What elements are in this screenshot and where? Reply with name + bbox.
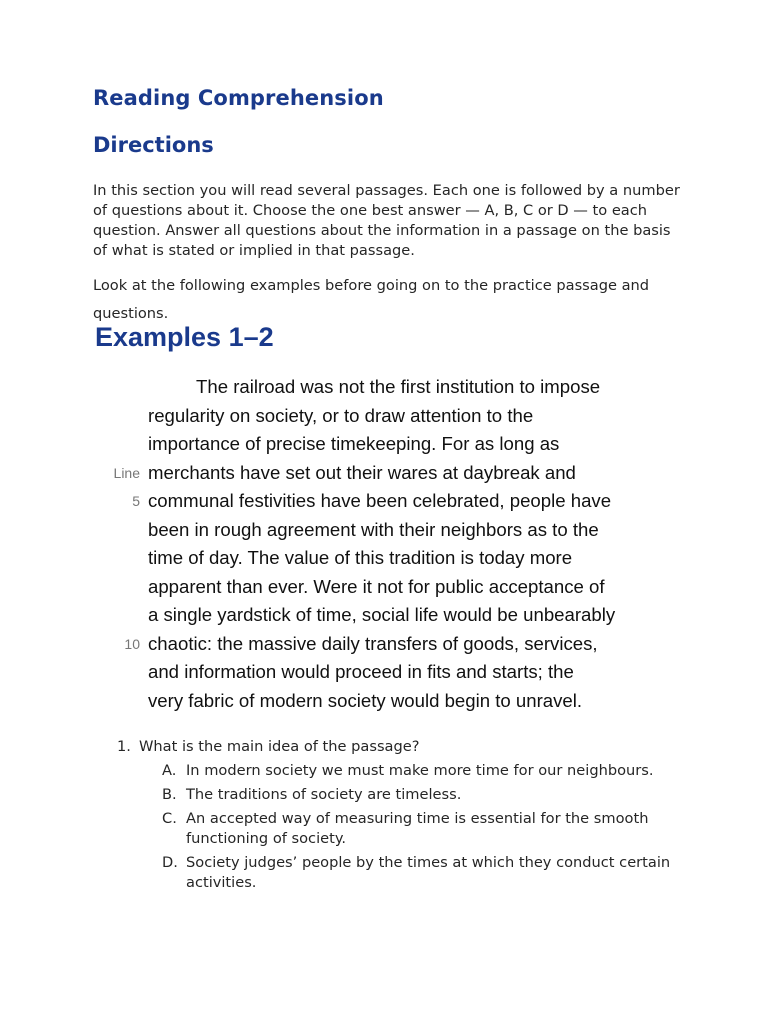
passage-line: very fabric of modern society would begin to unravel.: [148, 689, 583, 711]
answer-option-a: [162, 761, 687, 781]
option-text: The traditions of society are timeless.: [186, 786, 462, 803]
passage-line: been in rough agreement with their neighbors as to the: [148, 518, 599, 540]
passage-line: merchants have set out their wares at daybreak and: [148, 461, 576, 483]
option-letter: A.: [162, 762, 177, 779]
examples-title: Examples 1–2: [95, 322, 274, 352]
passage-line: The railroad was not the first institution to impose: [196, 376, 601, 397]
option-letter: B.: [162, 786, 177, 803]
passage-line: time of day. The value of this tradition is today more: [148, 547, 573, 568]
line-marker-10: 10: [124, 635, 140, 652]
line-marker-5: 5: [132, 493, 140, 509]
question-number: 1.: [117, 738, 131, 755]
option-letter: C.: [162, 810, 177, 827]
answer-option-d: [162, 853, 687, 893]
page-title: Reading Comprehension: [93, 86, 384, 110]
option-text: An accepted way of measuring time is essential for the smooth functioning of society.: [186, 810, 649, 847]
passage-line: chaotic: the massive daily transfers of goods, services,: [148, 632, 598, 654]
passage-line: communal festivities have been celebrated, people have: [148, 490, 612, 511]
passage-line: and information would proceed in fits and starts; the: [148, 661, 574, 682]
directions-paragraph-1: In this section you will read several passages. Each one is followed by a number of questions about it. Choose the one best answer — A, B, C or D — to each question. Answer all questions about the information in a passage on the basis of what is stated or implied in that passage.: [93, 182, 680, 259]
option-text: In modern society we must make more time for our neighbours.: [186, 762, 654, 779]
reading-passage: [113, 373, 668, 715]
section-heading-directions: Directions: [93, 133, 214, 157]
option-text: Society judges’ people by the times at which they conduct certain activities.: [186, 854, 671, 891]
passage-line-with-marker: [124, 630, 668, 659]
answer-options: [162, 761, 687, 893]
passage-line: a single yardstick of time, social life would be unbearably: [148, 604, 616, 625]
answer-option-c: [162, 809, 687, 849]
answer-option-b: [162, 785, 687, 805]
passage-line-with-marker: [132, 487, 668, 516]
question-1: [117, 737, 687, 897]
line-marker-label: Line: [113, 464, 140, 481]
passage-line: regularity on society, or to draw attention to the: [148, 404, 534, 426]
passage-line-with-marker: [113, 459, 668, 488]
question-stem: [117, 737, 687, 757]
option-letter: D.: [162, 854, 178, 871]
directions-paragraph-2: Look at the following examples before going on to the practice passage and questions.: [93, 277, 650, 322]
passage-line: importance of precise timekeeping. For as long as: [148, 433, 560, 454]
question-text: What is the main idea of the passage?: [139, 738, 420, 755]
passage-line: apparent than ever. Were it not for public acceptance of: [148, 575, 605, 597]
